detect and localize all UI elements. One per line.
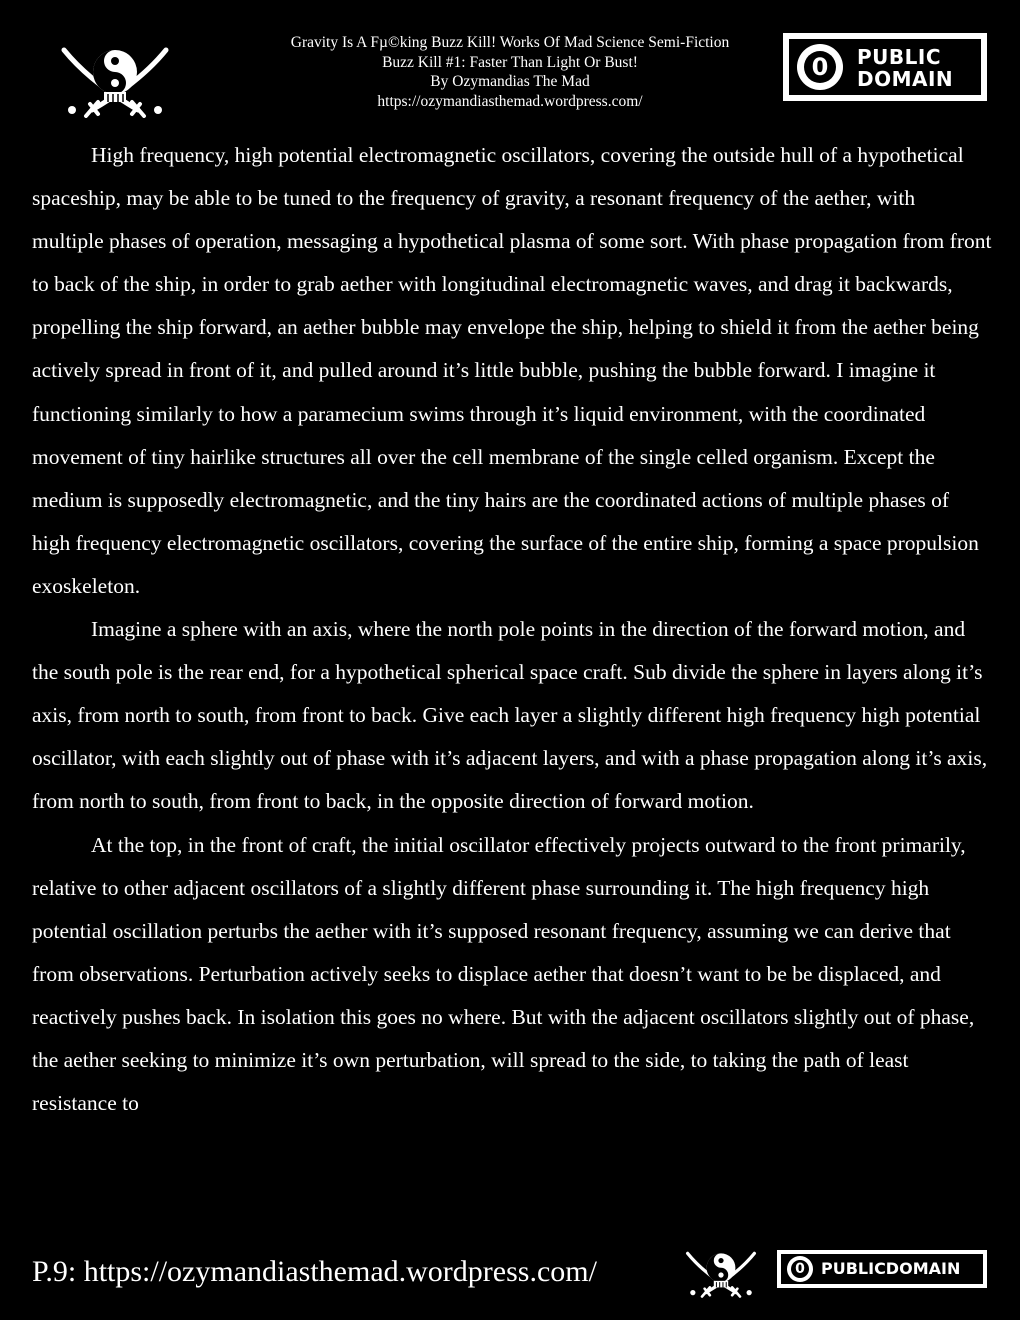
author-line: By Ozymandias The Mad — [430, 73, 590, 90]
paragraph: High frequency, high potential electromagnetic oscillators, covering the outside hull of a hypothetical spaceship, may be able to be tuned to the frequency of gravity, a resonant frequency of the aether, with multiple phases of operation, messaging a hypothetical plasma of some sort. With phase propagation from front to back of the ship, in order to grab aether with longitudinal electromagnetic waves, and drag it backwards, propelling the ship forward, an aether bubble may envelope the ship, helping to shield it from the aether being actively spread in front of it, and pulled around it’s little bubble, pushing the bubble forward. I imagine it functioning similarly to how a paramecium swims through it’s liquid environment, with the coordinated movement of tiny hairlike structures all over the cell membrane of the single celled organism. Except the medium is supposedly electromagnetic, and the tiny hairs are the coordinated actions of multiple phases of high frequency electromagnetic oscillators, covering the surface of the entire ship, forming a space propulsion exoskeleton. — [32, 143, 992, 598]
public-domain-zero-icon: 0 — [797, 44, 843, 90]
page-footer — [0, 1240, 1020, 1310]
yin-yang-skull-crossed-swords-icon — [60, 42, 170, 118]
yin-yang-skull-crossed-swords-icon — [685, 1248, 757, 1298]
paragraph: Imagine a sphere with an axis, where the north pole points in the direction of the forward motion, and the south pole is the rear end, for a hypothetical spherical space craft. Sub divide the sphere in layers along it’s axis, from north to south, from front to back. Give each layer a slightly different high frequency high potential oscillator, with each slightly out of phase with it’s adjacent layers, and with a phase propagation along it’s axis, from north to south, from front to back, in the opposite direction of forward motion. — [32, 617, 988, 814]
header-url[interactable]: https://ozymandiasthemad.wordpress.com/ — [377, 92, 643, 110]
public-domain-badge-small — [777, 1250, 987, 1288]
page-header — [0, 0, 1020, 130]
badge-line-domain: DOMAIN — [857, 67, 954, 91]
public-domain-zero-icon: 0 — [787, 1256, 813, 1282]
work-title: Gravity Is A Fµ©king Buzz Kill! Works Of Mad Science Semi-Fiction — [290, 34, 730, 51]
header-title-block — [200, 33, 820, 111]
page-number-url[interactable]: P.9: https://ozymandiasthemad.wordpress.com/ — [32, 1255, 597, 1288]
badge-text: PUBLICDOMAIN — [821, 1259, 961, 1278]
badge-line-public: PUBLIC — [857, 45, 942, 69]
paragraph: At the top, in the front of craft, the initial oscillator effectively projects outward to the front primarily, relative to other adjacent oscillators of a slightly different phase surrounding it. The high frequency high potential oscillation perturbs the aether with it’s supposed resonant frequency, assuming we can derive that from observations. Perturbation actively seeks to displace aether that doesn’t want to be be displaced, and reactively pushes back. In isolation this goes no where. But with the adjacent oscillators slightly out of phase, the aether seeking to minimize it’s own perturbation, will spread to the side, to taking the path of least resistance to — [32, 832, 975, 1116]
work-subtitle: Buzz Kill #1: Faster Than Light Or Bust! — [382, 53, 638, 71]
public-domain-badge — [783, 33, 987, 101]
body-text — [32, 134, 992, 1125]
